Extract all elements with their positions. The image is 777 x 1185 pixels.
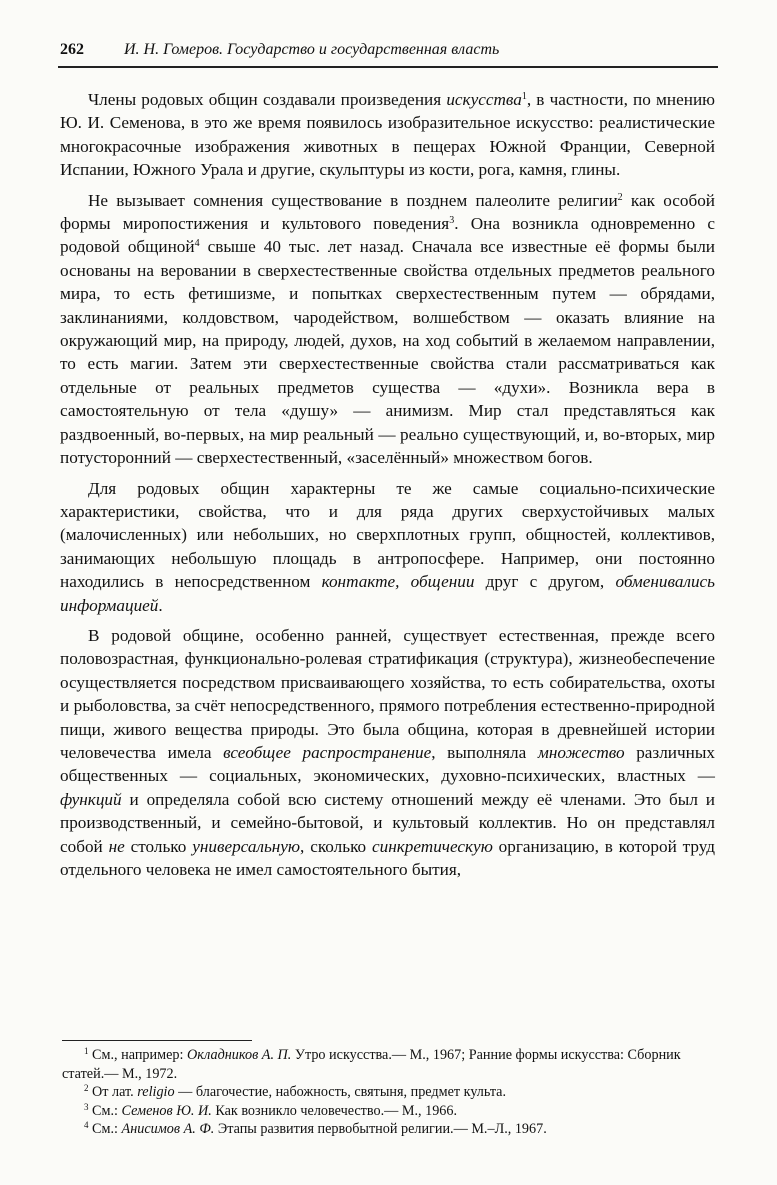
emphasis: всеобщее распространение — [223, 742, 432, 762]
text-run: и определяла собой всю систему отношений между её членами. Это был и производственный, и семейно-бытовой, и культовый коллектив. Но он представлял собой — [60, 789, 715, 856]
text-run: , выполняла — [431, 742, 538, 762]
emphasis: множество — [537, 742, 625, 762]
emphasis: Анисимов А. Ф. — [121, 1121, 215, 1138]
text-run: Как возникло человечество.— М., 1966. — [211, 1102, 458, 1119]
text-run: Утро искусства.— М., 1967; Ранние формы искусства: Сборник статей.— М., 1972. — [62, 1047, 681, 1082]
emphasis: обменивались информацией — [60, 572, 716, 615]
emphasis: искусства — [446, 90, 522, 109]
text-run: свыше 40 тыс. лет назад. Сначала все известные её формы были основаны на веровании в сверхестественные свойства отдельных предметов реального мира, то есть фетишизме, и попытках сверхестественным путем — обрядами, заклинаниями, колдовством, чародейством, волшебством — оказать влияние на окружающий мир, на природу, людей, духов, на ход событий в желаемом направлении, то есть магии. Затем эти сверхестественные свойства стали рассматриваться как отдельные от реальных предметов существа — «духи». Возникла вера в самостоятельную от тела «душу» — анимизм. Мир стал представляться как раздвоенный, во-первых, на мир реальный — реально существующий, и, во-вторых, мир потусторонний — сверхестественный, «заселённый» множеством богов. — [60, 237, 715, 468]
text-run: Для родовых общин характерны те же самые социально-психические характеристики, свойства, что и для ряда других сверхустойчивых малых (малочисленных) или небольших, но сверхплотных групп, общностей, коллективов, занимающих небольшую площадь в антропосфере. Например, они постоянно находились в непосредственном — [60, 478, 715, 592]
emphasis: religio — [137, 1084, 175, 1101]
footnote-mark: 1 — [84, 1046, 89, 1056]
text-run: См.: — [88, 1121, 122, 1138]
footnote-mark: 2 — [84, 1083, 89, 1094]
footnote-mark: 3 — [84, 1101, 89, 1112]
running-header — [60, 38, 710, 62]
text-run: как особой формы миропостижения и культового поведения — [60, 190, 715, 234]
page-number: 262 — [60, 41, 84, 58]
paragraph-3 — [60, 477, 715, 617]
text-run: , сколько — [300, 836, 372, 856]
text-run: Члены родовых общин создавали произведения — [88, 90, 447, 109]
footnote-3 — [62, 1102, 702, 1121]
text-run: . Она возникла одновременно с родовой общиной — [60, 214, 716, 257]
footnote-ref-1[interactable]: 1 — [521, 91, 527, 102]
emphasis: функций — [60, 789, 122, 809]
emphasis: синкретическую — [372, 836, 493, 856]
text-run: См., например: — [88, 1047, 187, 1063]
footnote-4 — [62, 1120, 702, 1139]
footnote-1 — [62, 1046, 702, 1083]
text-run: , в частности, по мнению Ю. И. Семенова, в это же время появилось изобразительное искусство: реалистические многокрасочные изображения животных в пещерах Южной Франции, Северной Испании, Южного Урала и другие, скульптуры из кости, рога, камня, глины. — [60, 90, 715, 180]
emphasis: не — [108, 836, 125, 856]
emphasis: Семенов Ю. И. — [121, 1102, 212, 1119]
text-run: Не вызывает сомнения существование в позднем палеолите религии — [88, 190, 618, 210]
text-run: различных общественных — социальных, экономических, духовно-психических, властных — — [60, 742, 715, 786]
emphasis: контакте, общении — [321, 572, 475, 592]
paragraph-1 — [60, 88, 715, 182]
text-run: Этапы развития первобытной религии.— М.–Л., 1967. — [214, 1121, 547, 1138]
running-title: И. Н. Гомеров. Государство и государственная власть — [124, 41, 500, 58]
header-rule — [58, 66, 718, 68]
paragraph-2 — [60, 189, 715, 470]
main-text — [60, 88, 715, 881]
footnote-rule — [62, 1040, 252, 1041]
text-run: организацию, в которой труд отдельного человека не имел самостоятельного бытия, — [60, 836, 715, 879]
footnote-ref-2[interactable]: 2 — [617, 191, 623, 203]
emphasis: универсальную — [192, 836, 301, 856]
footnote-2 — [62, 1083, 702, 1102]
footnote-ref-4[interactable]: 4 — [194, 238, 200, 250]
text-run: . — [158, 595, 163, 615]
emphasis: Окладников А. П. — [186, 1047, 292, 1063]
paragraph-4 — [60, 624, 715, 881]
text-run: От лат. — [88, 1084, 138, 1101]
text-run: — благочестие, набожность, святыня, предмет культа. — [174, 1084, 507, 1101]
text-run: друг с другом, — [474, 572, 616, 592]
footnote-ref-3[interactable]: 3 — [449, 215, 455, 227]
footnote-mark: 4 — [84, 1120, 89, 1131]
footnotes — [62, 1046, 702, 1139]
text-run: См.: — [88, 1102, 122, 1119]
text-run: В родовой общине, особенно ранней, существует естественная, прежде всего половозрастная, функционально-ролевая стратификация (структура), жизнеобеспечение осуществляется посредством присваивающего хозяйства, то есть собирательства, охоты и рыболовства, за счёт непосредственного, прямого потребления естественно-природной пищи, живого вещества природы. Это была община, которая в древнейшей истории человечества имела — [60, 625, 715, 762]
text-run: столько — [124, 836, 193, 856]
